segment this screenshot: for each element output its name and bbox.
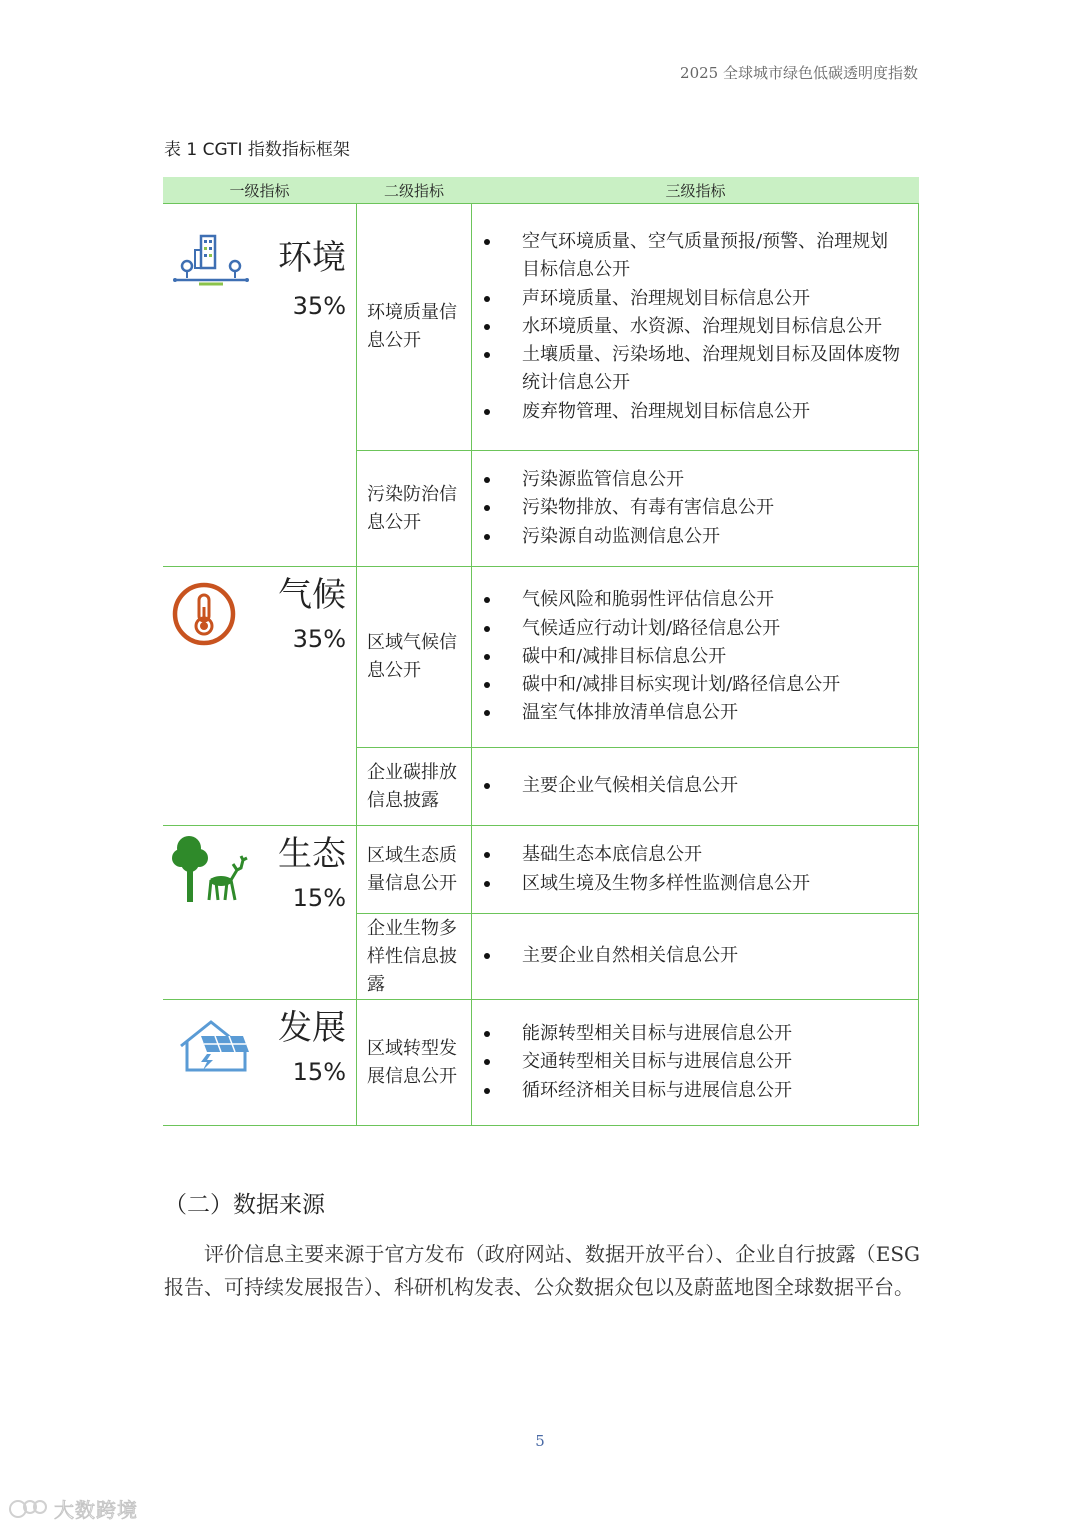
indicator-item: 碳中和/减排目标实现计划/路径信息公开 xyxy=(482,671,904,699)
indicator-item: 温室气体排放清单信息公开 xyxy=(482,699,904,727)
page-number: 5 xyxy=(535,1432,545,1450)
category-weight: 15% xyxy=(292,884,346,912)
indicator-item: 循环经济相关目标与进展信息公开 xyxy=(482,1077,904,1105)
category-name: 气候 xyxy=(278,575,346,615)
group-ecology xyxy=(163,826,919,1000)
indicator-item: 气候适应行动计划/路径信息公开 xyxy=(482,615,904,643)
indicator-item: 水环境质量、水资源、治理规划目标信息公开 xyxy=(482,313,904,341)
indicator-item: 碳中和/减排目标信息公开 xyxy=(482,643,904,671)
subindicator-row xyxy=(356,204,919,450)
subindicator-row xyxy=(356,567,919,747)
group-development xyxy=(163,1000,919,1126)
indicator-item: 交通转型相关目标与进展信息公开 xyxy=(482,1048,904,1076)
section-title: （二）数据来源 xyxy=(164,1192,325,1218)
category-weight: 35% xyxy=(292,292,346,320)
subindicator-row xyxy=(356,1000,919,1125)
subindicator-row xyxy=(356,826,919,913)
subindicator-label: 区域气候信息公开 xyxy=(357,567,472,747)
indicator-item: 土壤质量、污染场地、治理规划目标及固体废物统计信息公开 xyxy=(482,341,904,398)
category-cell xyxy=(163,204,356,566)
subindicator-row xyxy=(356,450,919,566)
table-header-row xyxy=(163,177,919,204)
indicator-item: 主要企业自然相关信息公开 xyxy=(482,942,904,970)
category-name: 生态 xyxy=(278,834,346,874)
indicator-list-cell xyxy=(472,748,919,825)
body-paragraph: 评价信息主要来源于官方发布（政府网站、数据开放平台）、企业自行披露（ESG 报告、可持续发展报告）、科研机构发表、公众数据众包以及蔚蓝地图全球数据平台。 xyxy=(164,1242,920,1299)
indicator-item: 声环境质量、治理规划目标信息公开 xyxy=(482,285,904,313)
indicator-list-cell xyxy=(472,826,919,913)
header-level-2: 二级指标 xyxy=(383,181,444,200)
running-header: 2025 全球城市绿色低碳透明度指数 xyxy=(680,64,918,82)
indicator-list-cell xyxy=(472,204,919,450)
city-environment-icon xyxy=(171,230,251,294)
category-weight: 35% xyxy=(292,625,346,653)
category-weight: 15% xyxy=(292,1058,346,1086)
category-cell xyxy=(163,1000,356,1125)
category-cell xyxy=(163,826,356,999)
indicator-item: 主要企业气候相关信息公开 xyxy=(482,772,904,800)
subindicator-label: 区域生态质量信息公开 xyxy=(357,826,472,913)
header-level-1: 一级指标 xyxy=(229,181,290,200)
subindicator-row xyxy=(356,747,919,825)
category-name: 发展 xyxy=(278,1008,346,1048)
indicator-list-cell xyxy=(472,1000,919,1125)
subindicator-label: 企业生物多样性信息披露 xyxy=(357,914,472,999)
watermark-logo-icon xyxy=(8,1497,48,1521)
indicator-item: 废弃物管理、治理规划目标信息公开 xyxy=(482,398,904,426)
indicator-list-cell xyxy=(472,567,919,747)
watermark-text: 大数跨境 xyxy=(54,1498,138,1522)
subindicator-label: 环境质量信息公开 xyxy=(357,204,472,450)
cgti-indicator-table xyxy=(163,177,919,1126)
subindicator-row xyxy=(356,913,919,999)
subindicator-label: 区域转型发展信息公开 xyxy=(357,1000,472,1125)
group-environment xyxy=(163,204,919,567)
indicator-list-cell xyxy=(472,914,919,999)
indicator-item: 污染源监管信息公开 xyxy=(482,466,904,494)
indicator-item: 污染物排放、有毒有害信息公开 xyxy=(482,494,904,522)
subindicator-label: 企业碳排放信息披露 xyxy=(357,748,472,825)
indicator-item: 区域生境及生物多样性监测信息公开 xyxy=(482,870,904,898)
indicator-item: 空气环境质量、空气质量预报/预警、治理规划目标信息公开 xyxy=(482,228,904,285)
thermometer-icon xyxy=(171,581,241,655)
subindicator-label: 污染防治信息公开 xyxy=(357,451,472,566)
indicator-item: 污染源自动监测信息公开 xyxy=(482,523,904,551)
indicator-item: 基础生态本底信息公开 xyxy=(482,841,904,869)
solar-house-icon xyxy=(171,1016,251,1080)
category-cell xyxy=(163,567,356,825)
indicator-item: 能源转型相关目标与进展信息公开 xyxy=(482,1020,904,1048)
indicator-item: 气候风险和脆弱性评估信息公开 xyxy=(482,586,904,614)
tree-deer-icon xyxy=(171,830,251,910)
table-caption: 表 1 CGTI 指数指标框架 xyxy=(164,140,350,160)
indicator-list-cell xyxy=(472,451,919,566)
watermark xyxy=(8,1494,138,1523)
group-climate xyxy=(163,567,919,826)
category-name: 环境 xyxy=(278,238,346,278)
header-level-3: 三级指标 xyxy=(665,181,726,200)
